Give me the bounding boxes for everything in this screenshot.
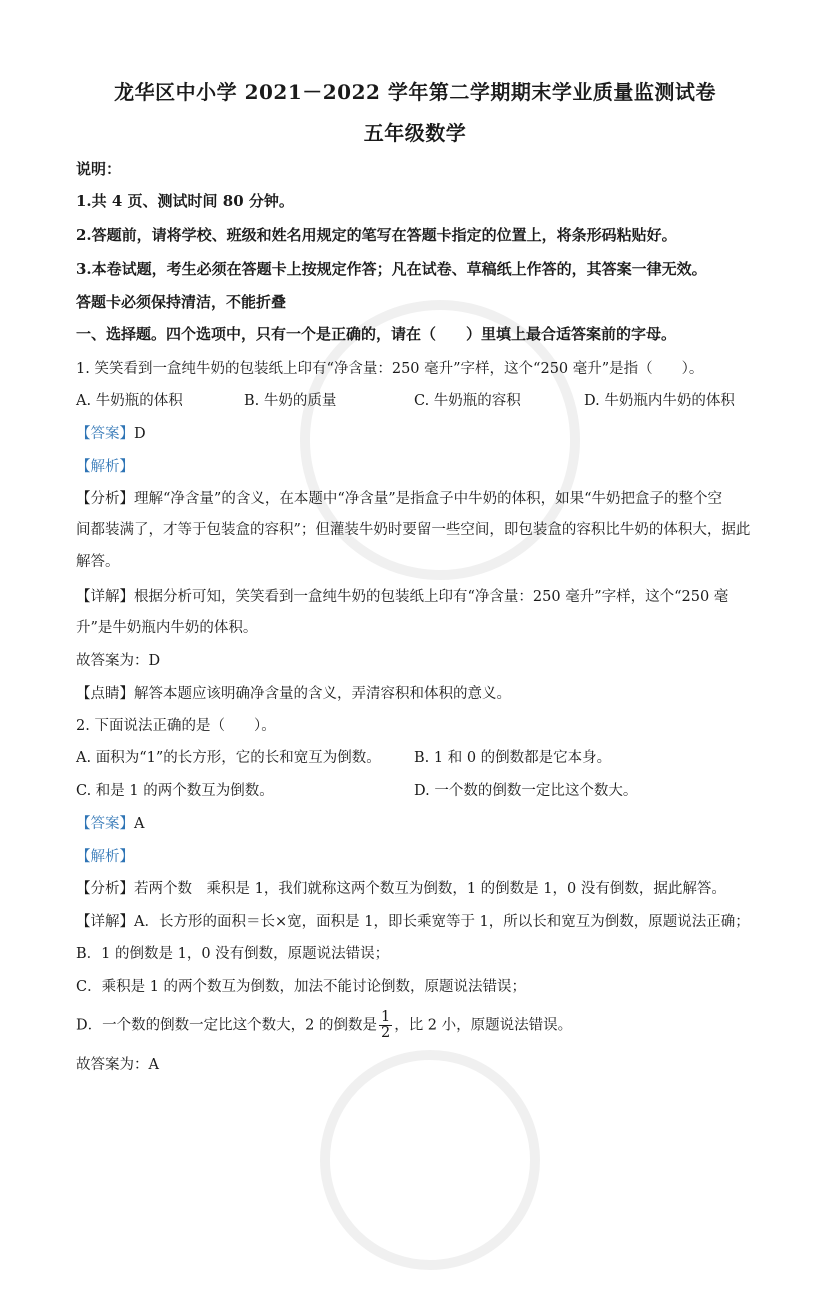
question-1-option-c: C. 牛奶瓶的容积: [414, 393, 521, 409]
fraction-denominator: 2: [380, 1025, 391, 1042]
question-1-answer: [76, 422, 146, 443]
instruction-item: 1.共 4 页、测试时间 80 分钟。: [76, 192, 294, 210]
question-2-answer: [76, 812, 144, 833]
question-2-fenxi: 【分析】若两个数 乘积是 1，我们就称这两个数互为倒数，1 的倒数是 1，0 没有倒数，据此解答。: [76, 881, 726, 897]
question-2-option-a: A. 面积为“1”的长方形，它的长和宽互为倒数。: [76, 750, 381, 766]
question-2-analysis-label: 【解析】: [76, 849, 134, 865]
xiangjie-d-text: D．一个数的倒数一定比这个数大，2 的倒数是: [76, 1017, 377, 1034]
instruction-item: 答题卡必须保持清洁，不能折叠: [76, 293, 287, 311]
question-1-option-b: B. 牛奶的质量: [244, 393, 337, 409]
page-title: 龙华区中小学 2021－2022 学年第二学期期末学业质量监测试卷: [114, 80, 716, 104]
question-2-xiangjie: 【详解】A．长方形的面积＝长×宽，面积是 1，即长乘宽等于 1，所以长和宽互为倒数，原题说法正确；: [76, 914, 750, 930]
answer-value: D: [134, 426, 146, 442]
instructions-heading: 说明：: [76, 160, 122, 178]
question-1-dianjing: 【点睛】解答本题应该明确净含量的含义，弄清容积和体积的意义。: [76, 686, 511, 702]
question-2-option-b: B. 1 和 0 的倒数都是它本身。: [414, 750, 612, 766]
question-2-stem: 2. 下面说法正确的是（ ）。: [76, 718, 276, 734]
answer-value: A: [134, 816, 145, 832]
question-1-fenxi: 间都装满了，才等于包装盒的容积”；但灌装牛奶时要留一些空间，即包装盒的容积比牛奶的体积大，据此: [76, 522, 751, 538]
instruction-item: 2.答题前，请将学校、班级和姓名用规定的笔写在答题卡指定的位置上，将条形码粘贴好。: [76, 226, 677, 244]
question-1-option-d: D. 牛奶瓶内牛奶的体积: [584, 393, 735, 409]
watermark-seal: [245, 245, 635, 635]
question-1-analysis-label: 【解析】: [76, 459, 134, 475]
instruction-item: 3.本卷试题，考生必须在答题卡上按规定作答；凡在试卷、草稿纸上作答的，其答案一律无效。: [76, 260, 707, 278]
question-1-stem: 1. 笑笑看到一盒纯牛奶的包装纸上印有“净含量：250 毫升”字样，这个“250 毫升”是指（ ）。: [76, 361, 704, 377]
question-1-xiangjie: 升”是牛奶瓶内牛奶的体积。: [76, 620, 258, 636]
question-2-option-d: D. 一个数的倒数一定比这个数大。: [414, 783, 638, 799]
watermark-seal: [277, 1007, 583, 1313]
question-2-xiangjie: C．乘积是 1 的两个数互为倒数，加法不能讨论倒数，原题说法错误；: [76, 979, 527, 995]
fraction: [379, 1010, 392, 1041]
xiangjie-d-text-tail: ，比 2 小，原题说法错误。: [394, 1017, 573, 1034]
question-1-final: 故答案为：D: [76, 653, 161, 669]
question-2-xiangjie-d: [76, 1010, 572, 1041]
question-2-option-c: C. 和是 1 的两个数互为倒数。: [76, 783, 274, 799]
question-1-fenxi: 【分析】理解“净含量”的含义，在本题中“净含量”是指盒子中牛奶的体积，如果“牛奶把盒子的整个空: [76, 491, 723, 507]
page-subtitle: 五年级数学: [363, 121, 467, 145]
question-2-xiangjie: B．1 的倒数是 1，0 没有倒数，原题说法错误；: [76, 946, 390, 962]
question-1-option-a: A. 牛奶瓶的体积: [76, 393, 183, 409]
question-1-fenxi: 解答。: [76, 554, 120, 570]
question-1-xiangjie: 【详解】根据分析可知，笑笑看到一盒纯牛奶的包装纸上印有“净含量：250 毫升”字样，这个“250 毫: [76, 589, 729, 605]
question-2-final: 故答案为：A: [76, 1057, 159, 1073]
section-heading: 一、选择题。四个选项中，只有一个是正确的，请在（ ）里填上最合适答案前的字母。: [76, 325, 677, 343]
answer-label: 【答案】: [76, 426, 134, 442]
answer-label: 【答案】: [76, 816, 134, 832]
fraction-numerator: 1: [380, 1009, 391, 1025]
